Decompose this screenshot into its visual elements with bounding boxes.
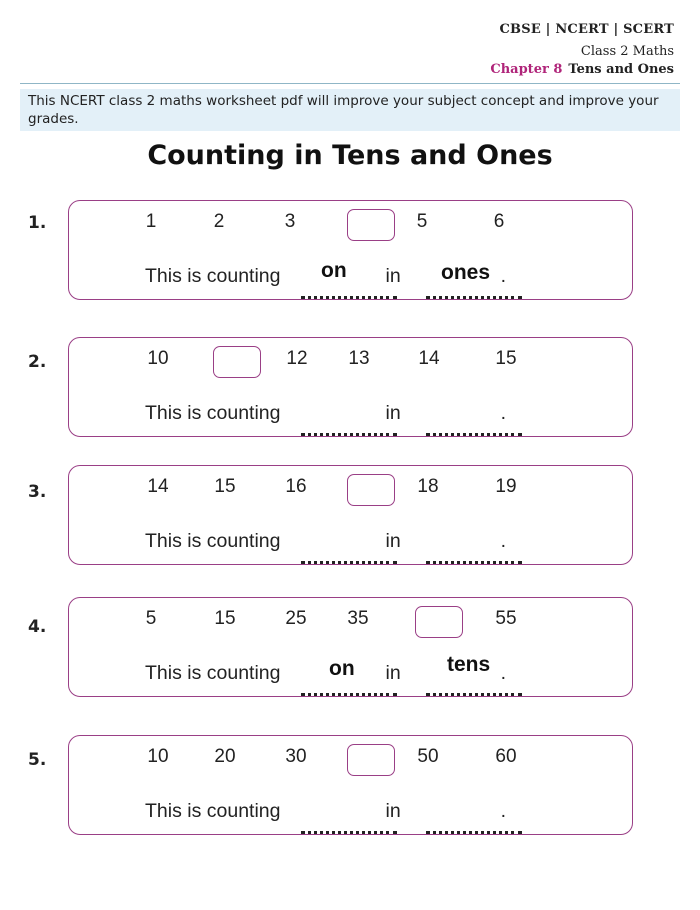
handwritten-answer: tens — [447, 653, 491, 676]
answer-blank-box[interactable] — [347, 474, 395, 506]
question-number: 4. — [28, 617, 47, 637]
chapter-label: Chapter 8 — [490, 62, 563, 77]
sentence-middle: in — [385, 402, 401, 424]
sequence-number: 25 — [285, 608, 307, 629]
blank-line[interactable] — [426, 690, 522, 696]
header-chapter — [490, 62, 674, 77]
question-number: 1. — [28, 213, 47, 233]
sequence-number: 15 — [214, 476, 236, 497]
answer-blank-box[interactable] — [347, 744, 395, 776]
chapter-title: Tens and Ones — [568, 62, 674, 77]
question-box — [68, 735, 633, 835]
question-number: 5. — [28, 750, 47, 770]
sequence-number: 20 — [214, 746, 236, 767]
blank-line[interactable] — [301, 690, 397, 696]
sentence-prefix: This is counting — [145, 402, 281, 424]
blank-line[interactable] — [426, 430, 522, 436]
page-title: Counting in Tens and Ones — [147, 140, 553, 171]
question-box — [68, 200, 633, 300]
sentence — [145, 530, 506, 553]
header-divider — [20, 83, 680, 84]
sequence-number: 5 — [145, 608, 157, 629]
blank-line[interactable] — [426, 828, 522, 834]
sequence-number: 15 — [495, 348, 517, 369]
sequence-number: 2 — [213, 211, 225, 232]
blank-line[interactable] — [301, 558, 397, 564]
header-boards: CBSE | NCERT | SCERT — [499, 22, 674, 37]
sentence-middle: in — [385, 662, 401, 684]
sentence-prefix: This is counting — [145, 662, 281, 684]
sequence-number: 50 — [417, 746, 439, 767]
sequence-number: 35 — [347, 608, 369, 629]
answer-blank-box[interactable] — [213, 346, 261, 378]
sentence-end: . — [500, 402, 507, 424]
blank-line[interactable] — [301, 293, 397, 299]
sentence-end: . — [500, 800, 507, 822]
sentence-end: . — [500, 662, 507, 684]
sequence-number: 60 — [495, 746, 517, 767]
intro-text: This NCERT class 2 maths worksheet pdf will improve your subject concept and improve your grades. — [20, 89, 680, 131]
sentence-middle: in — [385, 530, 401, 552]
header-class: Class 2 Maths — [580, 44, 674, 59]
sentence — [145, 800, 506, 823]
blank-line[interactable] — [426, 293, 522, 299]
blank-line[interactable] — [301, 828, 397, 834]
question-number: 2. — [28, 352, 47, 372]
sequence-number: 30 — [285, 746, 307, 767]
question-box — [68, 337, 633, 437]
question-number: 3. — [28, 482, 47, 502]
sentence — [145, 402, 506, 425]
sequence-number: 12 — [286, 348, 308, 369]
sequence-number: 13 — [348, 348, 370, 369]
sequence-number: 19 — [495, 476, 517, 497]
sequence-number: 15 — [214, 608, 236, 629]
question-box — [68, 465, 633, 565]
sequence-number: 1 — [145, 211, 157, 232]
handwritten-answer: ones — [441, 261, 491, 284]
sentence-middle: in — [385, 800, 401, 822]
blank-line[interactable] — [426, 558, 522, 564]
sequence-number: 55 — [495, 608, 517, 629]
sequence-number: 3 — [284, 211, 296, 232]
sequence-number: 10 — [147, 746, 169, 767]
answer-blank-box[interactable] — [415, 606, 463, 638]
handwritten-answer: on — [329, 657, 355, 680]
sequence-number: 18 — [417, 476, 439, 497]
sentence-prefix: This is counting — [145, 800, 281, 822]
sequence-number: 10 — [147, 348, 169, 369]
sequence-number: 6 — [493, 211, 505, 232]
sequence-number: 14 — [147, 476, 169, 497]
sequence-number: 5 — [416, 211, 428, 232]
blank-line[interactable] — [301, 430, 397, 436]
sentence-middle: in — [385, 265, 401, 287]
handwritten-answer: on — [321, 259, 347, 282]
question-box — [68, 597, 633, 697]
sequence-number: 16 — [285, 476, 307, 497]
sentence-prefix: This is counting — [145, 265, 281, 287]
answer-blank-box[interactable] — [347, 209, 395, 241]
sequence-number: 14 — [418, 348, 440, 369]
sentence-prefix: This is counting — [145, 530, 281, 552]
sentence-end: . — [500, 530, 507, 552]
sentence-end: . — [500, 265, 507, 287]
